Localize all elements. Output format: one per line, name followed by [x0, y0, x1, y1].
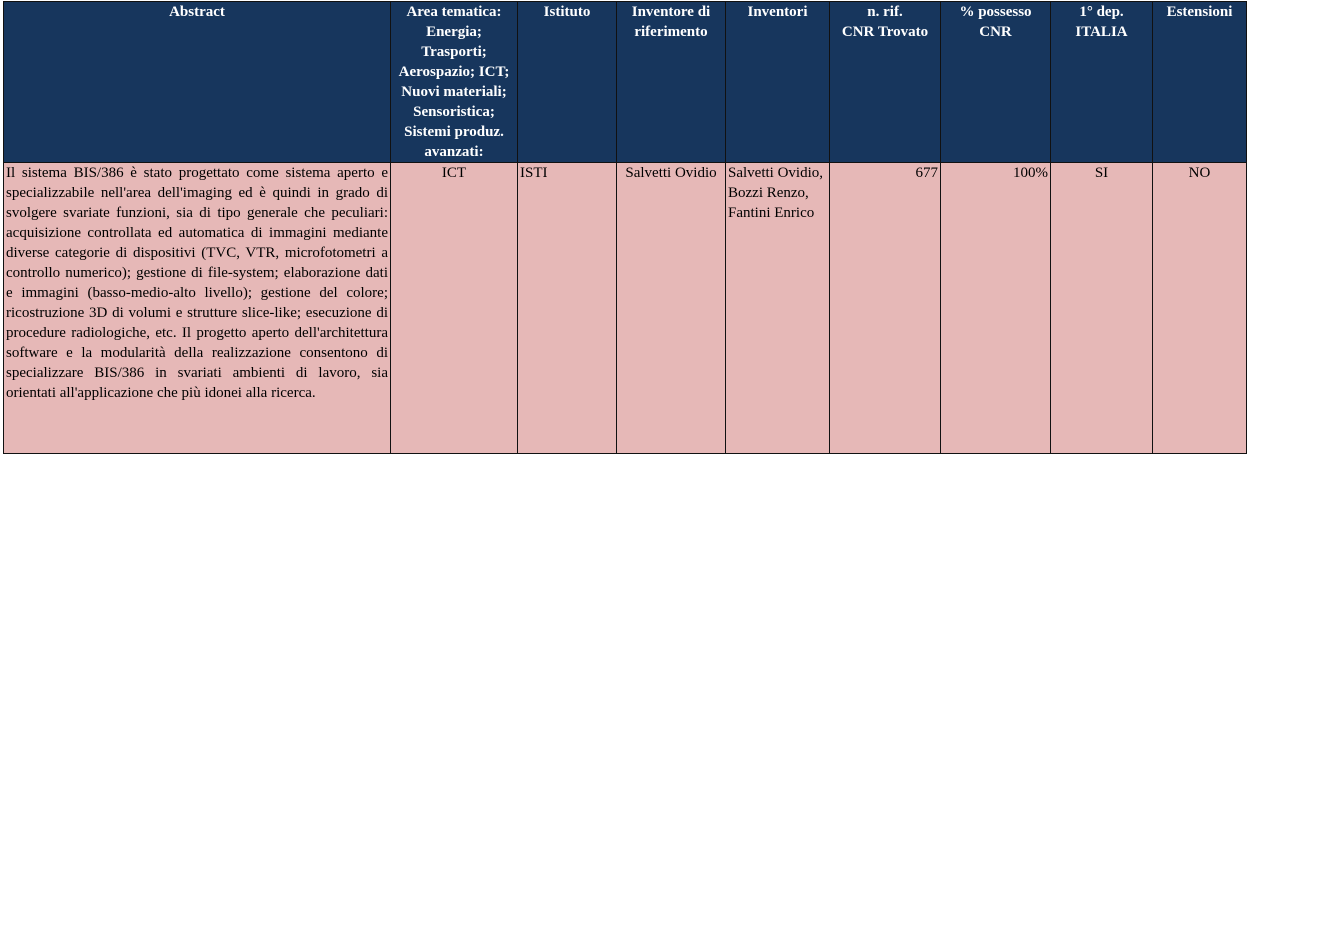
cell-estensioni[interactable]: NO: [1153, 163, 1247, 454]
header-abstract[interactable]: Abstract: [4, 2, 391, 163]
header-possesso[interactable]: % possesso CNR: [941, 2, 1051, 163]
table-row: [4, 163, 1247, 454]
patent-table: [3, 1, 1247, 454]
header-inventori[interactable]: Inventori: [726, 2, 830, 163]
header-area-tematica[interactable]: Area tematica: Energia; Trasporti; Aerospazio; ICT; Nuovi materiali; Sensoristica; Sistemi produz. avanzati:: [391, 2, 518, 163]
cell-istituto[interactable]: ISTI: [518, 163, 617, 454]
cell-possesso[interactable]: 100%: [941, 163, 1051, 454]
cell-inventori[interactable]: Salvetti Ovidio, Bozzi Renzo, Fantini Enrico: [726, 163, 830, 454]
cell-n-rif[interactable]: 677: [830, 163, 941, 454]
header-istituto[interactable]: Istituto: [518, 2, 617, 163]
header-estensioni[interactable]: Estensioni: [1153, 2, 1247, 163]
cell-primo-dep[interactable]: SI: [1051, 163, 1153, 454]
cell-inventore-riferimento[interactable]: Salvetti Ovidio: [617, 163, 726, 454]
cell-area-tematica[interactable]: ICT: [391, 163, 518, 454]
cell-abstract[interactable]: Il sistema BIS/386 è stato progettato come sistema aperto e specializzabile nell'area dell'imaging ed è quindi in grado di svolgere svariate funzioni, sia di tipo generale che peculiari: acquisizione controllata ed automatica di immagini mediante diverse categorie di dispositivi (TVC, VTR, microfotometri a controllo numerico); gestione di file-system; elaborazione dati e immagini (basso-medio-alto livello); gestione del colore; ricostruzione 3D di volumi e strutture slice-like; esecuzione di procedure radiologiche, etc. Il progetto aperto dell'architettura software e la modularità della realizzazione consentono di specializzare BIS/386 in svariati ambienti di lavoro, sia orientati all'applicazione che più idonei alla ricerca.: [4, 163, 391, 454]
header-inventore-riferimento[interactable]: Inventore di riferimento: [617, 2, 726, 163]
header-row: [4, 2, 1247, 163]
header-primo-dep[interactable]: 1° dep. ITALIA: [1051, 2, 1153, 163]
header-n-rif[interactable]: n. rif. CNR Trovato: [830, 2, 941, 163]
